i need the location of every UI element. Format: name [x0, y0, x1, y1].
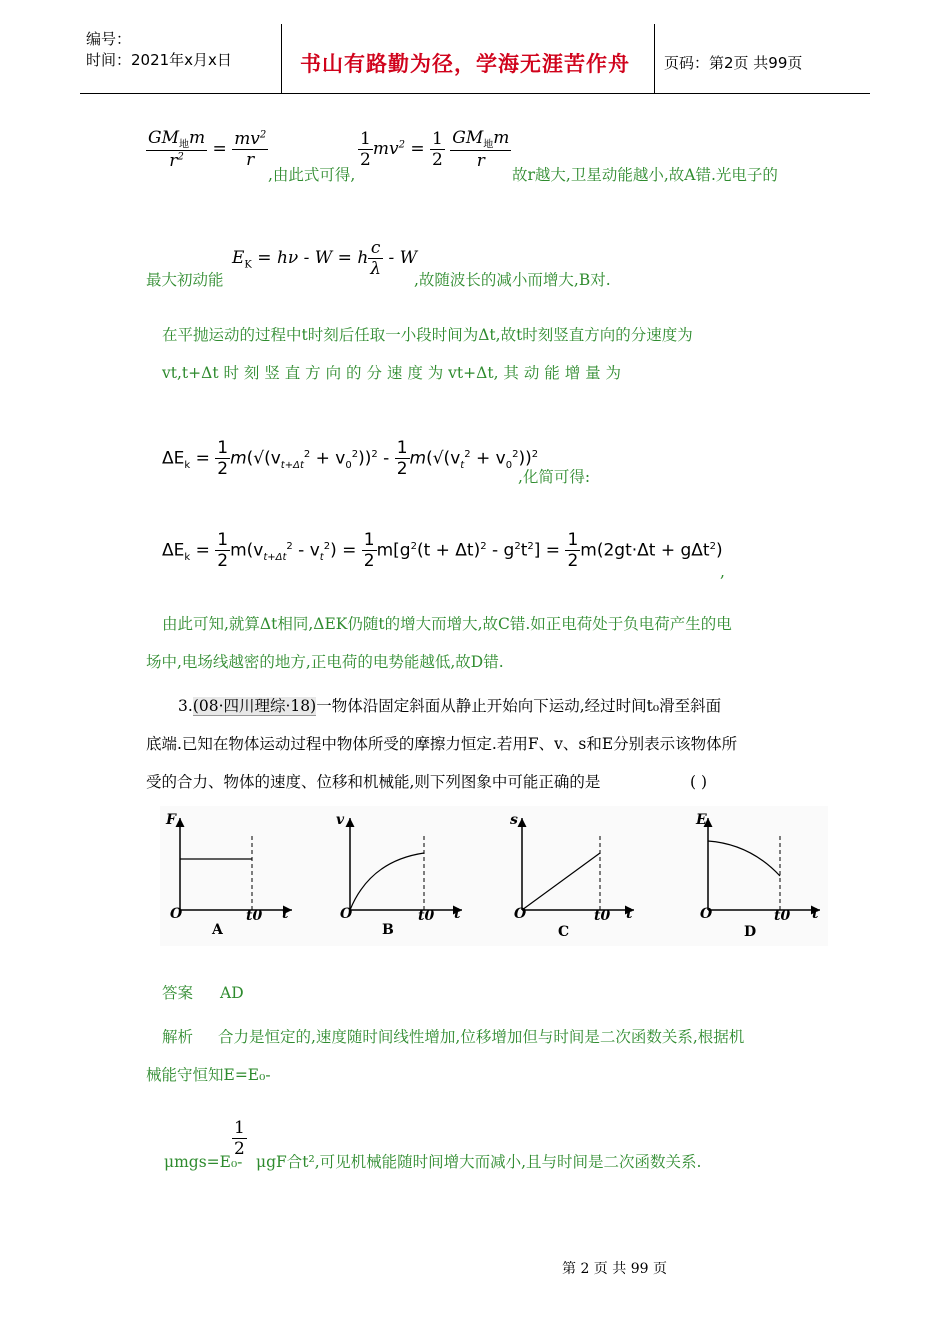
- para4-line2: 场中,电场线越密的地方,正电荷的电势能越低,故D错.: [146, 653, 504, 671]
- question3-line2: 底端.已知在物体运动过程中物体所受的摩擦力恒定.若用F、v、s和E分别表示该物体所: [146, 735, 738, 753]
- question3-stem: 一物体沿固定斜面从静止开始向下运动,经过时间t₀滑至斜面: [316, 697, 722, 715]
- analysis-label: 解析: [162, 1028, 194, 1046]
- graphs-panel: [160, 806, 828, 946]
- page-info: 页码：第2页 共99页: [664, 54, 803, 72]
- graph-a: [180, 818, 292, 910]
- number-label: 编号：: [86, 30, 132, 48]
- graph-b-xlabel: t: [454, 906, 461, 922]
- analysis-line2: 械能守恒知E=E₀-: [146, 1066, 271, 1084]
- line2-tail: ,故随波长的减小而增大,B对.: [414, 271, 611, 289]
- analysis-line3-tail: μgF合t²,可见机械能随时间增大而减小,且与时间是二次函数关系.: [256, 1153, 702, 1171]
- formula-photoelectric: $E_K = h\nu - W = h$ $\frac{c}{\lambda}$ - W: [232, 238, 418, 279]
- graph-c: [522, 818, 634, 910]
- graph-b-origin: O: [340, 906, 353, 922]
- graph-d-xlabel: t: [812, 906, 819, 922]
- graph-b-caption: B: [382, 922, 394, 938]
- graph-c-caption: C: [558, 924, 570, 940]
- graph-a-xlabel: t: [282, 906, 289, 922]
- graph-d-curve: [708, 841, 780, 876]
- answer-value: AD: [220, 984, 244, 1002]
- formula-energy-increment: $\Delta E_k$ = $\frac{1}{2}$ $m(√(v_{t+\Delta t}^2 + v_0^2))^2$ - $\frac{1}{2}$ $m(√(v_t^2 + v_0^2))^2$: [162, 438, 539, 479]
- graph-b-curve: [350, 853, 424, 910]
- formula-gravity: $\frac{GM_地m}{r^2}$ = $\frac{mv^2}{r}$: [148, 128, 267, 172]
- header-motto: 书山有路勤为径，学海无涯苦作舟: [300, 52, 630, 76]
- graph-d-caption: D: [744, 924, 757, 940]
- para3-line1: 在平抛运动的过程中t时刻后任取一小段时间为Δt,故t时刻竖直方向的分速度为: [162, 326, 693, 344]
- graph-a-tick: t0: [246, 908, 263, 924]
- answer-bracket: ( ): [690, 773, 708, 791]
- question3-number: 3.: [178, 697, 193, 715]
- formula2-tail: ,: [720, 563, 725, 581]
- graph-c-xlabel: t: [626, 906, 633, 922]
- graph-a-origin: O: [170, 906, 183, 922]
- graph-c-line: [522, 853, 600, 910]
- page-footer: 第 2 页 共 99 页: [562, 1261, 667, 1277]
- graph-d-tick: t0: [774, 908, 791, 924]
- graph-d-ylabel: E: [696, 812, 707, 828]
- graph-d-origin: O: [700, 906, 713, 922]
- graph-d: [708, 818, 820, 910]
- line1-text: ,由此式可得,: [268, 166, 356, 184]
- answer-label: 答案: [162, 984, 194, 1002]
- graph-a-ylabel: F: [166, 812, 176, 828]
- graph-c-ylabel: s: [510, 812, 518, 828]
- header-divider-left: [281, 24, 282, 94]
- analysis-half-fraction: $\frac{1}{2}$: [234, 1118, 245, 1159]
- question3-line1: [178, 696, 721, 716]
- question3-source: (08·四川理综·18): [192, 697, 317, 715]
- para4-line1: 由此可知,就算Δt相同,ΔEK仍随t的增大而增大,故C错.如正电荷处于负电荷产生的电: [162, 615, 732, 633]
- para3-line2: vt,t+Δt 时 刻 竖 直 方 向 的 分 速 度 为 vt+Δt, 其 动 能 增 量 为: [162, 364, 622, 382]
- formula-simplified: $\Delta E_k$ = $\frac{1}{2}$ $m(v_{t+\Delta t}^2 - v_t^2)$ = $\frac{1}{2}$ $m[g^2(t + \Delta t)^2 - g^2t^2]$ = $\frac{1}{2}$ m(2gt·Δt + gΔt$^2$): [162, 530, 723, 571]
- header-rule: [80, 93, 870, 94]
- graph-b-tick: t0: [418, 908, 435, 924]
- line1-tail: 故r越大,卫星动能越小,故A错.光电子的: [512, 166, 778, 184]
- graphs-svg: [160, 806, 828, 946]
- question3-line3: 受的合力、物体的速度、位移和机械能,则下列图象中可能正确的是: [146, 773, 601, 791]
- line2-prefix: 最大初动能: [146, 271, 224, 289]
- graph-b-ylabel: v: [336, 812, 345, 828]
- analysis-line1: 合力是恒定的,速度随时间线性增加,位移增加但与时间是二次函数关系,根据机: [218, 1028, 745, 1046]
- header-divider-right: [654, 24, 655, 94]
- graph-c-origin: O: [514, 906, 527, 922]
- time-label: 时间：2021年x月x日: [86, 51, 232, 69]
- graph-a-caption: A: [212, 922, 223, 938]
- analysis-line3: μmgs=E₀-: [164, 1153, 243, 1171]
- formula-kinetic: $\frac{1}{2}$ $mv^2$ = $\frac{1}{2}$ $\frac{GM_地m}{r}$: [360, 128, 510, 172]
- formula1-tail: ,化简可得:: [518, 468, 591, 486]
- graph-b: [350, 818, 462, 910]
- graph-c-tick: t0: [594, 908, 611, 924]
